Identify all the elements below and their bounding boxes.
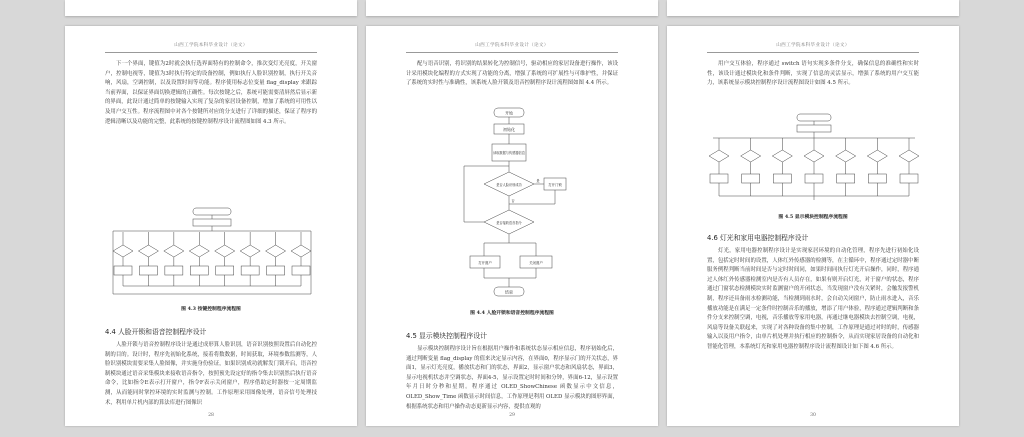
process-box: [292, 266, 310, 275]
page-number: 30: [810, 413, 816, 418]
body-paragraph: [105, 341, 317, 423]
paragraph-text: 人脸开锁与语音控制程序设计是通过成形算人脸识别，语音识别按照设置后自动化控制的目的。设计时，程序先初始化系统，接着将数数据，时间获取，环境参数监测等，人脸识别模块需要采集人脸图像，并实施身份验证，如果识别成功就解发门锁开启，语音控制模块通过语音采集模块来接收语音指令，按照预先设定好的指令集去识别然后执行语音命令，比如指令E表示打开窗户，指令F表示关闭窗户，程序借助定时器按一定周期监测，从而能同时掌控环境的实时监测与控制。工作原理采用图像处理，语音信号处理技术，利用单片机内部的算法库进行图像识: [105, 342, 317, 406]
decision-diamond: [138, 245, 158, 257]
section-heading: 4.5 显示模块控制程序设计: [406, 332, 487, 340]
process-box: [241, 266, 259, 275]
process-box: [773, 174, 791, 183]
decision-diamond: [113, 245, 133, 257]
process-box: [710, 174, 728, 183]
flow-label-face: 是否人脸识别成功: [496, 183, 522, 187]
process-box: [900, 174, 918, 183]
body-paragraph: [707, 60, 919, 89]
paragraph-text: 下一个界面，键值为2时就会执行选界面特有的控制命令，推次变灯光亮度，开关窗户，控制电视等，键值为3时执行特定的设备控制，例如执行人脸识别控制，执行开关音响，风扇，空调控制，以及设置时间等功能。程序使用标志位变量 flag_display 来跟踪当前界面，以保证界面切换逻辑的正确性。每次按键之后，系统可能需要清屏然后显示新的界面，此设计通过简单的按键输入实现了复杂的家居设备控制，增加了系统的可用性以及用户交互性。程序流程图中对各个按键所对应的分支进行了详细的描述，保证了程序的逻辑清晰以及功能的完整，此系统的按键控制程序设计流程图如图 4.3 所示。: [105, 61, 317, 125]
process-box: [139, 266, 157, 275]
decision-diamond: [836, 150, 856, 162]
process-box: [742, 174, 760, 183]
key-control-flowchart: [103, 206, 321, 296]
flow-label-open-door: 打开门锁: [548, 183, 562, 187]
decision-diamond: [164, 245, 184, 257]
decision-diamond: [240, 245, 260, 257]
flow-label-close-window: 关闭窗户: [529, 261, 543, 265]
decision-diamond: [709, 150, 729, 162]
decision-diamond: [772, 150, 792, 162]
face-voice-flowchart: [456, 106, 568, 302]
decision-diamond: [741, 150, 761, 162]
body-paragraph: [707, 247, 919, 423]
decision-diamond: [899, 150, 919, 162]
figure-caption: 图 4.3 按键控制程序流程图: [181, 306, 241, 312]
decision-diamond: [804, 150, 824, 162]
paragraph-text: 配与语音识别，将识别的结果转化为控制信号，驱动相应的家居设备进行操作，该设计采用模块化编程的方式实现了功能的分离，增强了系统的可扩展性与可维护性，并保证了系统的实时性与准确性，该系统人脸开锁及语音控制程序设计流程图如图 4.4 所示。: [406, 61, 618, 87]
flow-label-start: 开始: [505, 110, 513, 116]
process-box: [190, 266, 208, 275]
flow-label-end: 结束: [505, 289, 513, 295]
page-header: 山西工学院本科毕业设计（论文）: [406, 42, 618, 53]
flow-label-no: 否: [511, 199, 515, 203]
decision-diamond: [867, 150, 887, 162]
figure-caption: 图 4.4 人脸开锁和语音控制程序流程图: [470, 310, 554, 316]
page-header: 山西工学院本科毕业设计（论文）: [707, 42, 919, 53]
section-heading: 4.4 人脸开锁和语音控制程序设计: [105, 328, 207, 336]
paragraph-text: 显示模块控制程序设计旨在根据用户操作和系统状态显示相应信息，程序初始化后，通过判断变量 flag_display 的值来决定显示内容，在界面0，程序显示门的开关状态，界面1，显示灯光亮度，播放状态和门的状态，界面2，显示窗户状态和风扇状态，界面3，显示电视机状态并空调状态，界面4-5，显示设置定时时间和分钟，界面6-12，显示设置年月日时分秒和星期。程序通过 OLED_ShowChinese 函数显示中文信息，OLED_Show_Time 函数显示时间信息，工作原理是利用 OLED 显示模块的图形界面，根据系统状态和用户操作动态更新显示内容，提供直观的: [406, 346, 618, 410]
decision-diamond: [291, 245, 311, 257]
document-page-29: [366, 26, 658, 426]
flow-label-open-window: 打开窗户: [478, 261, 492, 265]
paragraph-text: 用户交互体验，程序通过 switch 语句实现多条件分支，确保信息的准确性和实时性，该设计通过模块化和条件判断，实现了信息的灵活显示，增强了系统的用户交互能力，该系统显示模块控制程序设计流程图设计如图 4.5 所示。: [707, 61, 919, 87]
decision-diamond: [215, 245, 235, 257]
figure-caption: 图 4.5 显示模块控制程序流程图: [778, 214, 848, 220]
flow-label-voice: 是否接收语音指令: [496, 221, 522, 225]
document-page-30: [667, 26, 959, 426]
process-box: [868, 174, 886, 183]
paragraph-text: 灯光，家用电器控制程序设计是实现家居环境的自动化管理，程序先进行初始化设置，包括定时时间的设置，人体红外传感器的检测等，在主循环中，程序通过定时器中断服务例程判断当前时间是否与定时时间同，如果时间同执行灯光开启操作，同时，程序通过人体红外传感器检测室内是否有人员存在，如果有则开启灯光，对于窗户的状态，程序通过门窗状态检测模块实时监测窗户的开闭状态，当发现窗户没有关紧时，会触发报警机制，程序还具备雨水检测功能，当检测到雨水时，会自动关闭窗户，防止雨水进入，音乐播放功能是在满足一定条件时控制音乐的播放，增添了用户体验，程序通过逻辑判断和条件分支来控制空调，电视，音乐播放等家用电器，再通过继电器模块去控制空调，电视，风扇等设备关联起来，实现了对各种设备的集中控制，工作原理是通过对时的时，传感器输入以及用户指令，由单片机处理并执行相应的控制指令，从而实现家居设备的自动化和智能化管理，本系统灯光和家用电器控制程序设计流程图设计如下图 4.6 所示。: [707, 248, 919, 350]
page-number: 29: [509, 413, 515, 418]
body-paragraph: [105, 60, 317, 127]
flow-label-init: 初始化: [503, 127, 515, 132]
page-header: 山西工学院本科毕业设计（论文）: [105, 42, 317, 53]
process-box: [267, 266, 285, 275]
page-number: 28: [208, 413, 214, 418]
body-paragraph: [406, 345, 618, 423]
decision-diamond: [266, 245, 286, 257]
process-box: [805, 174, 823, 183]
process-box: [114, 266, 132, 275]
body-paragraph: [406, 60, 618, 89]
section-heading: 4.6 灯光和家用电器控制程序设计: [707, 234, 809, 242]
document-page-28: [65, 26, 357, 426]
flow-label-yes: 是: [536, 179, 540, 183]
process-box: [216, 266, 234, 275]
process-box: [165, 266, 183, 275]
process-box: [837, 174, 855, 183]
previous-page-edge: [366, 0, 658, 16]
previous-page-edge: [65, 0, 357, 16]
display-flowchart: [705, 112, 923, 202]
previous-page-edge: [667, 0, 959, 16]
decision-diamond: [189, 245, 209, 257]
flow-label-read: 读取数据与传感器信息: [493, 151, 525, 155]
